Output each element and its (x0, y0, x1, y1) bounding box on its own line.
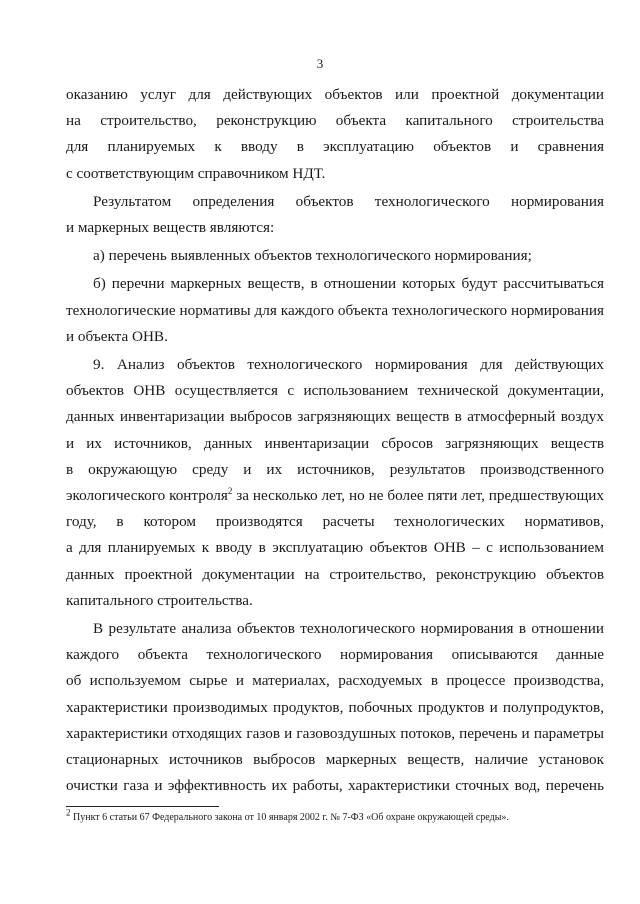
text-line: на строительство, реконструкцию объекта капитального строительства (66, 112, 604, 130)
text-line: 9. Анализ объектов технологического нормирования для действующих (93, 356, 604, 374)
text-line-segment: экологического контроля (66, 487, 228, 505)
text-line: объектов ОНВ осуществляется с использованием технической документации, (66, 382, 604, 400)
paragraph-4 (66, 271, 604, 350)
text-line: и маркерных веществ являются: (66, 219, 275, 237)
text-line: данных проектной документации на строительство, реконструкцию объектов (66, 565, 604, 583)
text-line: Результатом определения объектов технологического нормирования (93, 192, 604, 210)
footnote-reference[interactable]: 2 (227, 485, 233, 496)
footnote (66, 807, 604, 824)
paragraph-5 (66, 352, 604, 614)
text-line: и их источников, данных инвентаризации сбросов загрязняющих веществ (66, 434, 604, 452)
footnote-mark: 2 (66, 807, 71, 818)
page-number: 3 (316, 56, 324, 71)
text-line: В результате анализа объектов технологического нормирования в отношении (93, 620, 604, 638)
text-line-with-footnote (66, 483, 604, 509)
footnote-text: Пункт 6 статьи 67 Федерального закона от 10 января 2002 г. № 7-ФЗ «Об охране окружающей среды». (70, 812, 509, 823)
paragraph-1 (66, 82, 604, 187)
text-line-segment: за несколько лет, но не более пяти лет, предшествующих (232, 487, 604, 505)
text-line: а для планируемых к вводу в эксплуатацию объектов ОНВ – с использованием (66, 539, 604, 557)
text-line: б) перечни маркерных веществ, в отношении которых будут рассчитываться (93, 275, 604, 293)
text-line: очистки газа и эффективность их работы, характеристики сточных вод, перечень (66, 777, 604, 795)
paragraph-3 (66, 243, 604, 269)
text-line: и объекта ОНВ. (66, 327, 168, 345)
text-line: оказанию услуг для действующих объектов или проектной документации (66, 86, 604, 103)
text-line: данных инвентаризации выбросов загрязняющих веществ в атмосферный воздух (66, 408, 604, 426)
paragraph-6 (66, 616, 604, 799)
text-line: стационарных источников выбросов маркерных веществ, наличие установок (66, 751, 604, 769)
text-line: характеристики отходящих газов и газовоздушных потоков, перечень и параметры (66, 724, 604, 742)
text-line: капитального строительства. (66, 591, 253, 609)
text-line: с соответствующим справочником НДТ. (66, 164, 326, 182)
text-line: каждого объекта технологического нормирования описываются данные (66, 646, 604, 664)
body-text (66, 82, 604, 799)
text-line: об используемом сырье и материалах, расходуемых в процессе производства, (66, 672, 604, 690)
paragraph-2 (66, 189, 604, 241)
text-line: технологические нормативы для каждого объекта технологического нормирования (66, 301, 604, 319)
footnote-separator (66, 806, 219, 807)
text-line: году, в котором производятся расчеты технологических нормативов, (66, 513, 604, 531)
text-line: характеристики производимых продуктов, побочных продуктов и полупродуктов, (66, 698, 604, 716)
text-line: а) перечень выявленных объектов технологического нормирования; (93, 247, 532, 265)
text-line: в окружающую среду и их источников, результатов производственного (66, 460, 604, 478)
text-line: для планируемых к вводу в эксплуатацию объектов и сравнения (66, 138, 604, 156)
